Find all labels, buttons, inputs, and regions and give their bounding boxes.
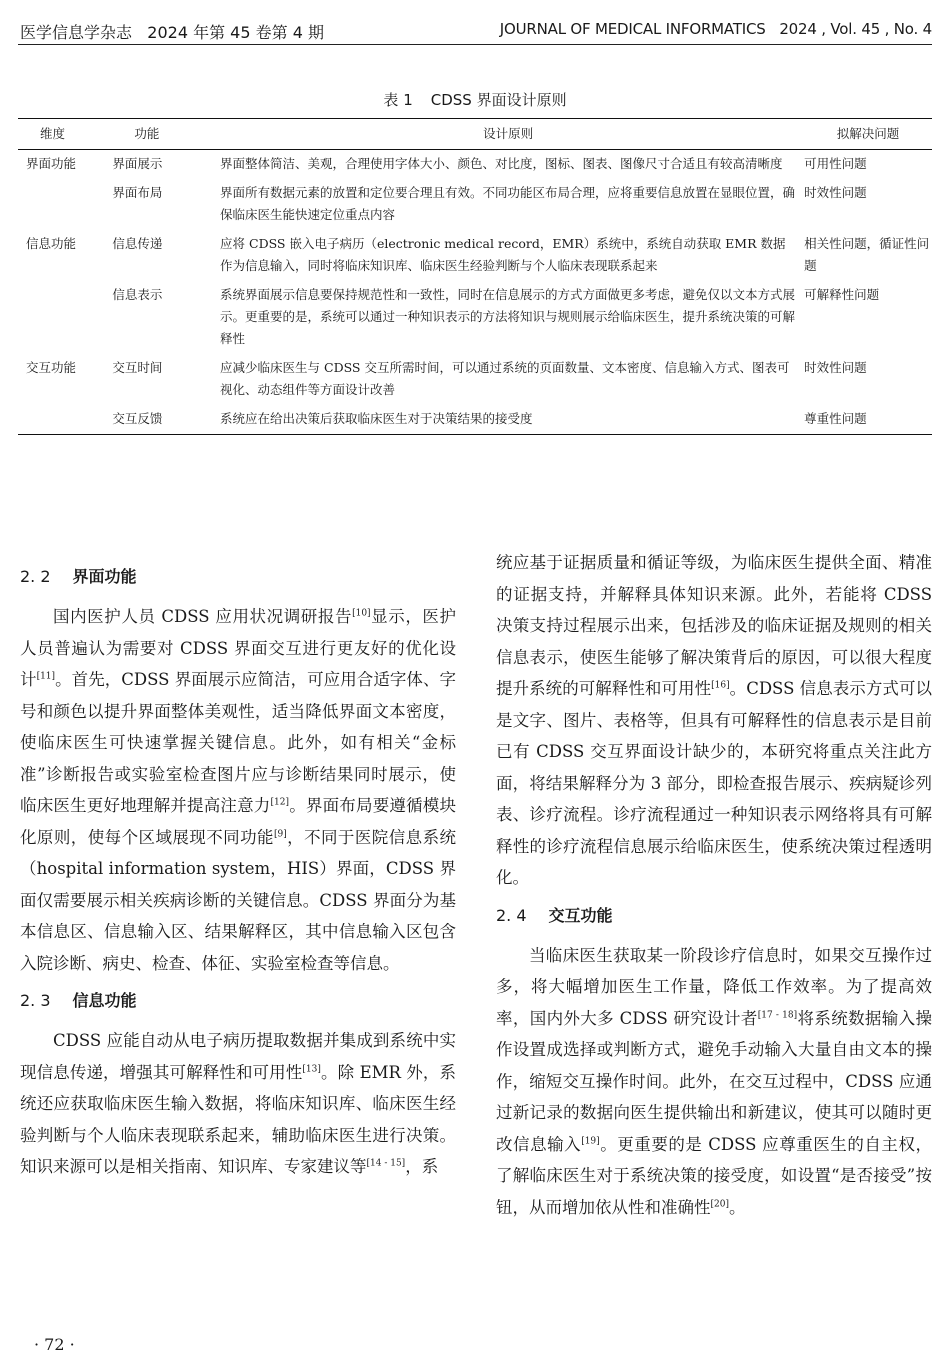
paragraph-information-function-continued xyxy=(496,547,932,894)
section-title: 界面功能 xyxy=(72,567,137,586)
citation: [13] xyxy=(302,1064,321,1074)
journal-name-cn: 医学信息学杂志 xyxy=(20,23,133,42)
cell-principle: 应减少临床医生与 CDSS 交互所需时间，可以通过系统的页面数量、文本密度、信息输入方式、图表可视化、动态组件等方面设计改善 xyxy=(220,360,790,397)
table-row xyxy=(18,281,932,354)
section-title: 信息功能 xyxy=(72,991,137,1010)
cell-problem: 时效性问题 xyxy=(804,360,867,375)
journal-name-en: JOURNAL OF MEDICAL INFORMATICS xyxy=(499,20,766,38)
running-header-right xyxy=(500,20,932,38)
cell-function: 交互反馈 xyxy=(112,411,163,426)
table-row xyxy=(18,179,932,230)
citation: [20] xyxy=(710,1199,729,1209)
citation: [12] xyxy=(270,797,289,808)
section-heading-2-3 xyxy=(20,987,456,1015)
text-run: 国内医护人员 CDSS 应用状况调研报告 xyxy=(53,607,353,626)
cell-problem: 相关性问题，循证性问题 xyxy=(804,236,930,273)
text-run: 统应基于证据质量和循证等级，为临床医生提供全面、精准的证据支持，并解释具体知识来源。此外，若能将 CDSS 决策支持过程展示出来，包括涉及的临床证据及规则的相关信息表示，使医生能够了解决策背后的原因，可以很大程度提升系统的可解释性和可用性 xyxy=(496,553,932,698)
text-run: 。除 EMR 外，系统还应获取临床医生输入数据，将临床知识库、临床医生经验判断与个人临床表现联系起来，辅助临床医生进行决策。知识来源可以是相关指南、知识库、专家建议等 xyxy=(20,1062,457,1176)
design-principles-table xyxy=(18,118,932,435)
page-number: · 72 · xyxy=(34,1335,75,1354)
paragraph-information-function xyxy=(20,1025,456,1183)
cell-principle: 界面所有数据元素的放置和定位要合理且有效。不同功能区布局合理，应将重要信息放置在显眼位置，确保临床医生能快速定位重点内容 xyxy=(220,185,796,222)
cell-dimension: 界面功能 xyxy=(26,156,77,171)
cell-function: 信息传递 xyxy=(112,236,163,251)
text-run: 。CDSS 信息表示方式可以是文字、图片、表格等，但具有可解释性的信息表示是目前已有 CDSS 交互界面设计缺少的，本研究将重点关注此方面，将结果解释分为 3 部分，即检查报告展示、疾病疑诊列表、诊疗流程。诊疗流程通过一种知识表示网络将具有可解释性的诊疗流程信息展示给临床医生，使系统决策过程透明化。 xyxy=(496,679,933,887)
section-title: 交互功能 xyxy=(548,905,613,925)
text-run: ，系 xyxy=(405,1157,439,1176)
text-run: 将系统数据输入操作设置成选择或判断方式，避免手动输入大量自由文本的操作，缩短交互操作时间。此外，在交互过程中，CDSS 应通过新记录的数据向医生提供输出和新建议，使其可以随时更改信息输入 xyxy=(496,1008,932,1154)
citation: [11] xyxy=(36,671,56,682)
text-run: 。更重要的是 CDSS 应尊重医生的自主权，了解临床医生对于系统决策的接受度，如设置“是否接受”按钮，从而增加依从性和准确性 xyxy=(496,1134,932,1217)
section-number: 2. 3 xyxy=(20,991,51,1010)
table-title: CDSS 界面设计原则 xyxy=(430,91,567,109)
text-run: 。界面布局要遵循模块化原则，使每个区域展现不同功能 xyxy=(20,796,457,847)
cell-function: 信息表示 xyxy=(112,287,163,302)
text-run: 。首先，CDSS 界面展示应简洁，可应用合适字体、字号和颜色以提升界面整体美观性，适当降低界面文本密度，使临床医生可快速掌握关键信息。此外，如有相关“金标准”诊断报告或实验室检查图片应与诊断结果同时展示，使临床医生更好地理解并提高注意力 xyxy=(20,670,457,815)
citation: [16] xyxy=(711,680,730,691)
section-heading-2-2 xyxy=(20,563,456,591)
text-run: ，不同于医院信息系统（hospital information system，HIS）界面，CDSS 界面仅需要展示相关疾病诊断的关键信息。CDSS 界面分为基本信息区、信息输入区、结果解释区，其中信息输入区包含入院诊断、病史、检查、体征、实验室检查等信息。 xyxy=(20,827,457,973)
citation: [10] xyxy=(352,608,371,619)
paragraph-interface-function xyxy=(20,601,456,979)
cell-function: 交互时间 xyxy=(112,360,163,375)
cell-problem: 可解释性问题 xyxy=(804,287,880,302)
header-principle: 设计原则 xyxy=(483,126,534,141)
header-dimension: 维度 xyxy=(40,126,66,141)
text-run: CDSS 应能自动从电子病历提取数据并集成到系统中实现信息传递，增强其可解释性和可用性 xyxy=(20,1031,456,1082)
text-run: 。 xyxy=(728,1197,746,1217)
issue-en: 2024 , Vol. 45 , No. 4 xyxy=(779,20,932,38)
section-number: 2. 4 xyxy=(496,905,527,925)
citation: [17 - 18] xyxy=(757,1010,798,1020)
cell-principle: 界面整体简洁、美观，合理使用字体大小、颜色、对比度，图标、图表、图像尺寸合适且有较高清晰度 xyxy=(220,156,783,171)
cell-function: 界面展示 xyxy=(112,156,163,171)
cell-function: 界面布局 xyxy=(112,185,163,200)
cell-dimension: 信息功能 xyxy=(26,236,77,251)
cell-dimension xyxy=(18,281,112,354)
left-column xyxy=(20,555,456,1189)
table-row xyxy=(18,354,932,405)
table-caption xyxy=(0,89,950,110)
header-function: 功能 xyxy=(134,126,160,141)
table-header-row xyxy=(18,119,932,150)
header-problem: 拟解决问题 xyxy=(836,126,900,141)
citation: [19] xyxy=(581,1136,600,1146)
cell-principle: 应将 CDSS 嵌入电子病历（electronic medical record，EMR）系统中，系统自动获取 EMR 数据作为信息输入，同时将临床知识库、临床医生经验判断与个人临床表现联系起来 xyxy=(220,236,786,273)
right-column xyxy=(496,547,932,1229)
text-run: 显示，医护人员普遍认为需要对 CDSS 界面交互进行更友好的优化设计 xyxy=(20,607,457,689)
cell-principle: 系统界面展示信息要保持规范性和一致性，同时在信息展示的方式方面做更多考虑，避免仅以文本方式展示。更重要的是，系统可以通过一种知识表示的方法将知识与规则展示给临床医生，提升系统决策的可解释性 xyxy=(220,287,796,346)
cell-principle: 系统应在给出决策后获取临床医生对于决策结果的接受度 xyxy=(220,411,533,426)
cell-problem: 可用性问题 xyxy=(804,156,867,171)
cell-dimension xyxy=(18,179,112,230)
running-header-left xyxy=(20,20,324,43)
text-run: 当临床医生获取某一阶段诊疗信息时，如果交互操作过多，将大幅增加医生工作量，降低工作效率。为了提高效率，国内外大多 CDSS 研究设计者 xyxy=(496,945,932,1028)
cell-problem: 尊重性问题 xyxy=(804,411,867,426)
table-row xyxy=(18,150,932,180)
cell-dimension xyxy=(18,405,112,435)
citation: [9] xyxy=(273,829,287,839)
issue-cn: 2024 年第 45 卷第 4 期 xyxy=(147,23,324,42)
section-number: 2. 2 xyxy=(20,567,51,586)
table-row xyxy=(18,230,932,281)
paragraph-interaction-function xyxy=(496,940,932,1224)
table-row xyxy=(18,405,932,435)
citation: [14 - 15] xyxy=(366,1158,406,1169)
section-heading-2-4 xyxy=(496,902,932,930)
cell-problem: 时效性问题 xyxy=(804,185,867,200)
header-rule xyxy=(18,44,932,45)
table-number: 表 1 xyxy=(383,91,413,109)
cell-dimension: 交互功能 xyxy=(26,360,77,375)
